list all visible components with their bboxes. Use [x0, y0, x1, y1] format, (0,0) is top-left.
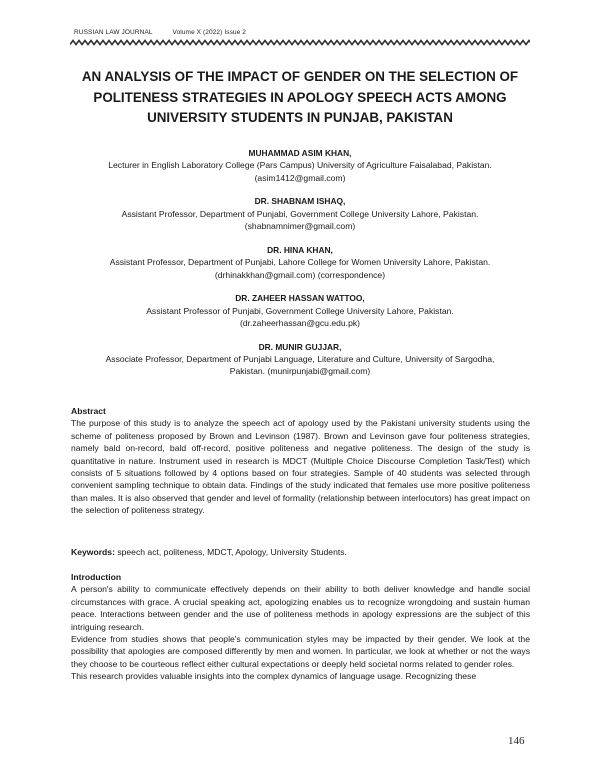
author-email: (drhinakkhan@gmail.com) (correspondence)	[214, 269, 386, 280]
author-block	[40, 244, 560, 281]
author-name: MUHAMMAD ASIM KHAN,	[248, 148, 352, 158]
author-email: (dr.zaheerhassan@gcu.edu.pk)	[239, 318, 361, 329]
author-affiliation: Lecturer in English Laboratory College (Pars Campus) University of Agriculture Faisalabad, Pakistan.	[108, 160, 492, 171]
author-name: DR. SHABNAM ISHAQ,	[254, 196, 346, 207]
author-affiliation: Associate Professor, Department of Punjabi Language, Literature and Culture, University of Sargodha,	[105, 354, 495, 365]
introduction-section	[71, 571, 530, 683]
author-block	[40, 341, 560, 378]
title-line: AN ANALYSIS OF THE IMPACT OF GENDER ON THE SELECTION OF	[81, 69, 519, 84]
page-number: 146	[508, 735, 525, 747]
author-name: DR. HINA KHAN,	[267, 244, 333, 255]
author-name: DR. MUNIR GUJJAR,	[258, 341, 342, 352]
journal-name: RUSSIAN LAW JOURNAL	[74, 29, 153, 36]
keywords-label: Keywords:	[71, 547, 115, 557]
author-block	[40, 292, 560, 329]
title-line: POLITENESS STRATEGIES IN APOLOGY SPEECH ACTS AMONG	[93, 89, 507, 105]
paper-title	[60, 67, 540, 129]
author-email: (shabnamnimer@gmail.com)	[244, 221, 356, 232]
author-block	[40, 147, 560, 184]
introduction-paragraph: Evidence from studies shows that people's communication styles may be impacted by their gender. We look at the possibility that apologies are composed differently by men and women. In particular, we look at whether or not the ways they choose to be courteous reflect either cultural expectations or deeply held societal norms related to gender roles.	[71, 634, 530, 669]
keywords-section	[71, 546, 530, 558]
author-name: DR. ZAHEER HASSAN WATTOO,	[235, 293, 365, 304]
introduction-paragraph: This research provides valuable insights into the complex dynamics of language usage. Recognizing these	[71, 671, 477, 682]
running-head	[74, 29, 264, 36]
author-affiliation: Assistant Professor, Department of Punjabi, Government College University Lahore, Pakistan.	[121, 208, 479, 219]
introduction-heading: Introduction	[71, 572, 122, 582]
introduction-paragraph: A person's ability to communicate effectively depends on their ability to both deliver knowledge and handle social circumstances with grace. A crucial speaking act, apologizing enables us to recognize wrongdoing and sustain human peace. Interactions between gender and the use of politeness methods in apology expressions are the subject of this intriguing research.	[71, 584, 530, 632]
title-line: UNIVERSITY STUDENTS IN PUNJAB, PAKISTAN	[147, 110, 453, 125]
abstract-section	[71, 405, 530, 517]
author-affiliation: Assistant Professor, Department of Punjabi, Lahore College for Women University Lahore, Pakistan.	[109, 257, 491, 268]
author-affiliation-continued: Pakistan. (munirpunjabi@gmail.com)	[229, 366, 371, 377]
author-list	[40, 147, 560, 389]
author-affiliation: Assistant Professor of Punjabi, Government College University Lahore, Pakistan.	[146, 305, 454, 316]
abstract-heading: Abstract	[71, 406, 106, 416]
author-block	[40, 195, 560, 232]
keywords-text: speech act, politeness, MDCT, Apology, University Students.	[114, 547, 347, 557]
abstract-text: The purpose of this study is to analyze the speech act of apology used by the Pakistani university students using the scheme of politeness proposed by Brown and Levinson (1987). Brown and Levinson gave four politeness strategies, namely bald on-record, bald off-record, positive politeness and negative politeness. The design of the study is quantitative in nature. Instrument used in research is MDCT (Multiple Choice Discourse Completion Task/Test) which consists of 5 situations followed by 4 options based on four strategies. Sample of 40 students was selected through convenient sampling technique to obtain data. Findings of the study indicated that females use more positive politeness than males. It is also observed that gender and level of formality (relationship between interlocutors) has great impact on the selection of politeness strategy.	[71, 418, 530, 516]
author-email: (asim1412@gmail.com)	[254, 172, 346, 183]
journal-issue: Volume X (2022) Issue 2	[172, 29, 246, 36]
header-zigzag-rule	[70, 39, 530, 46]
